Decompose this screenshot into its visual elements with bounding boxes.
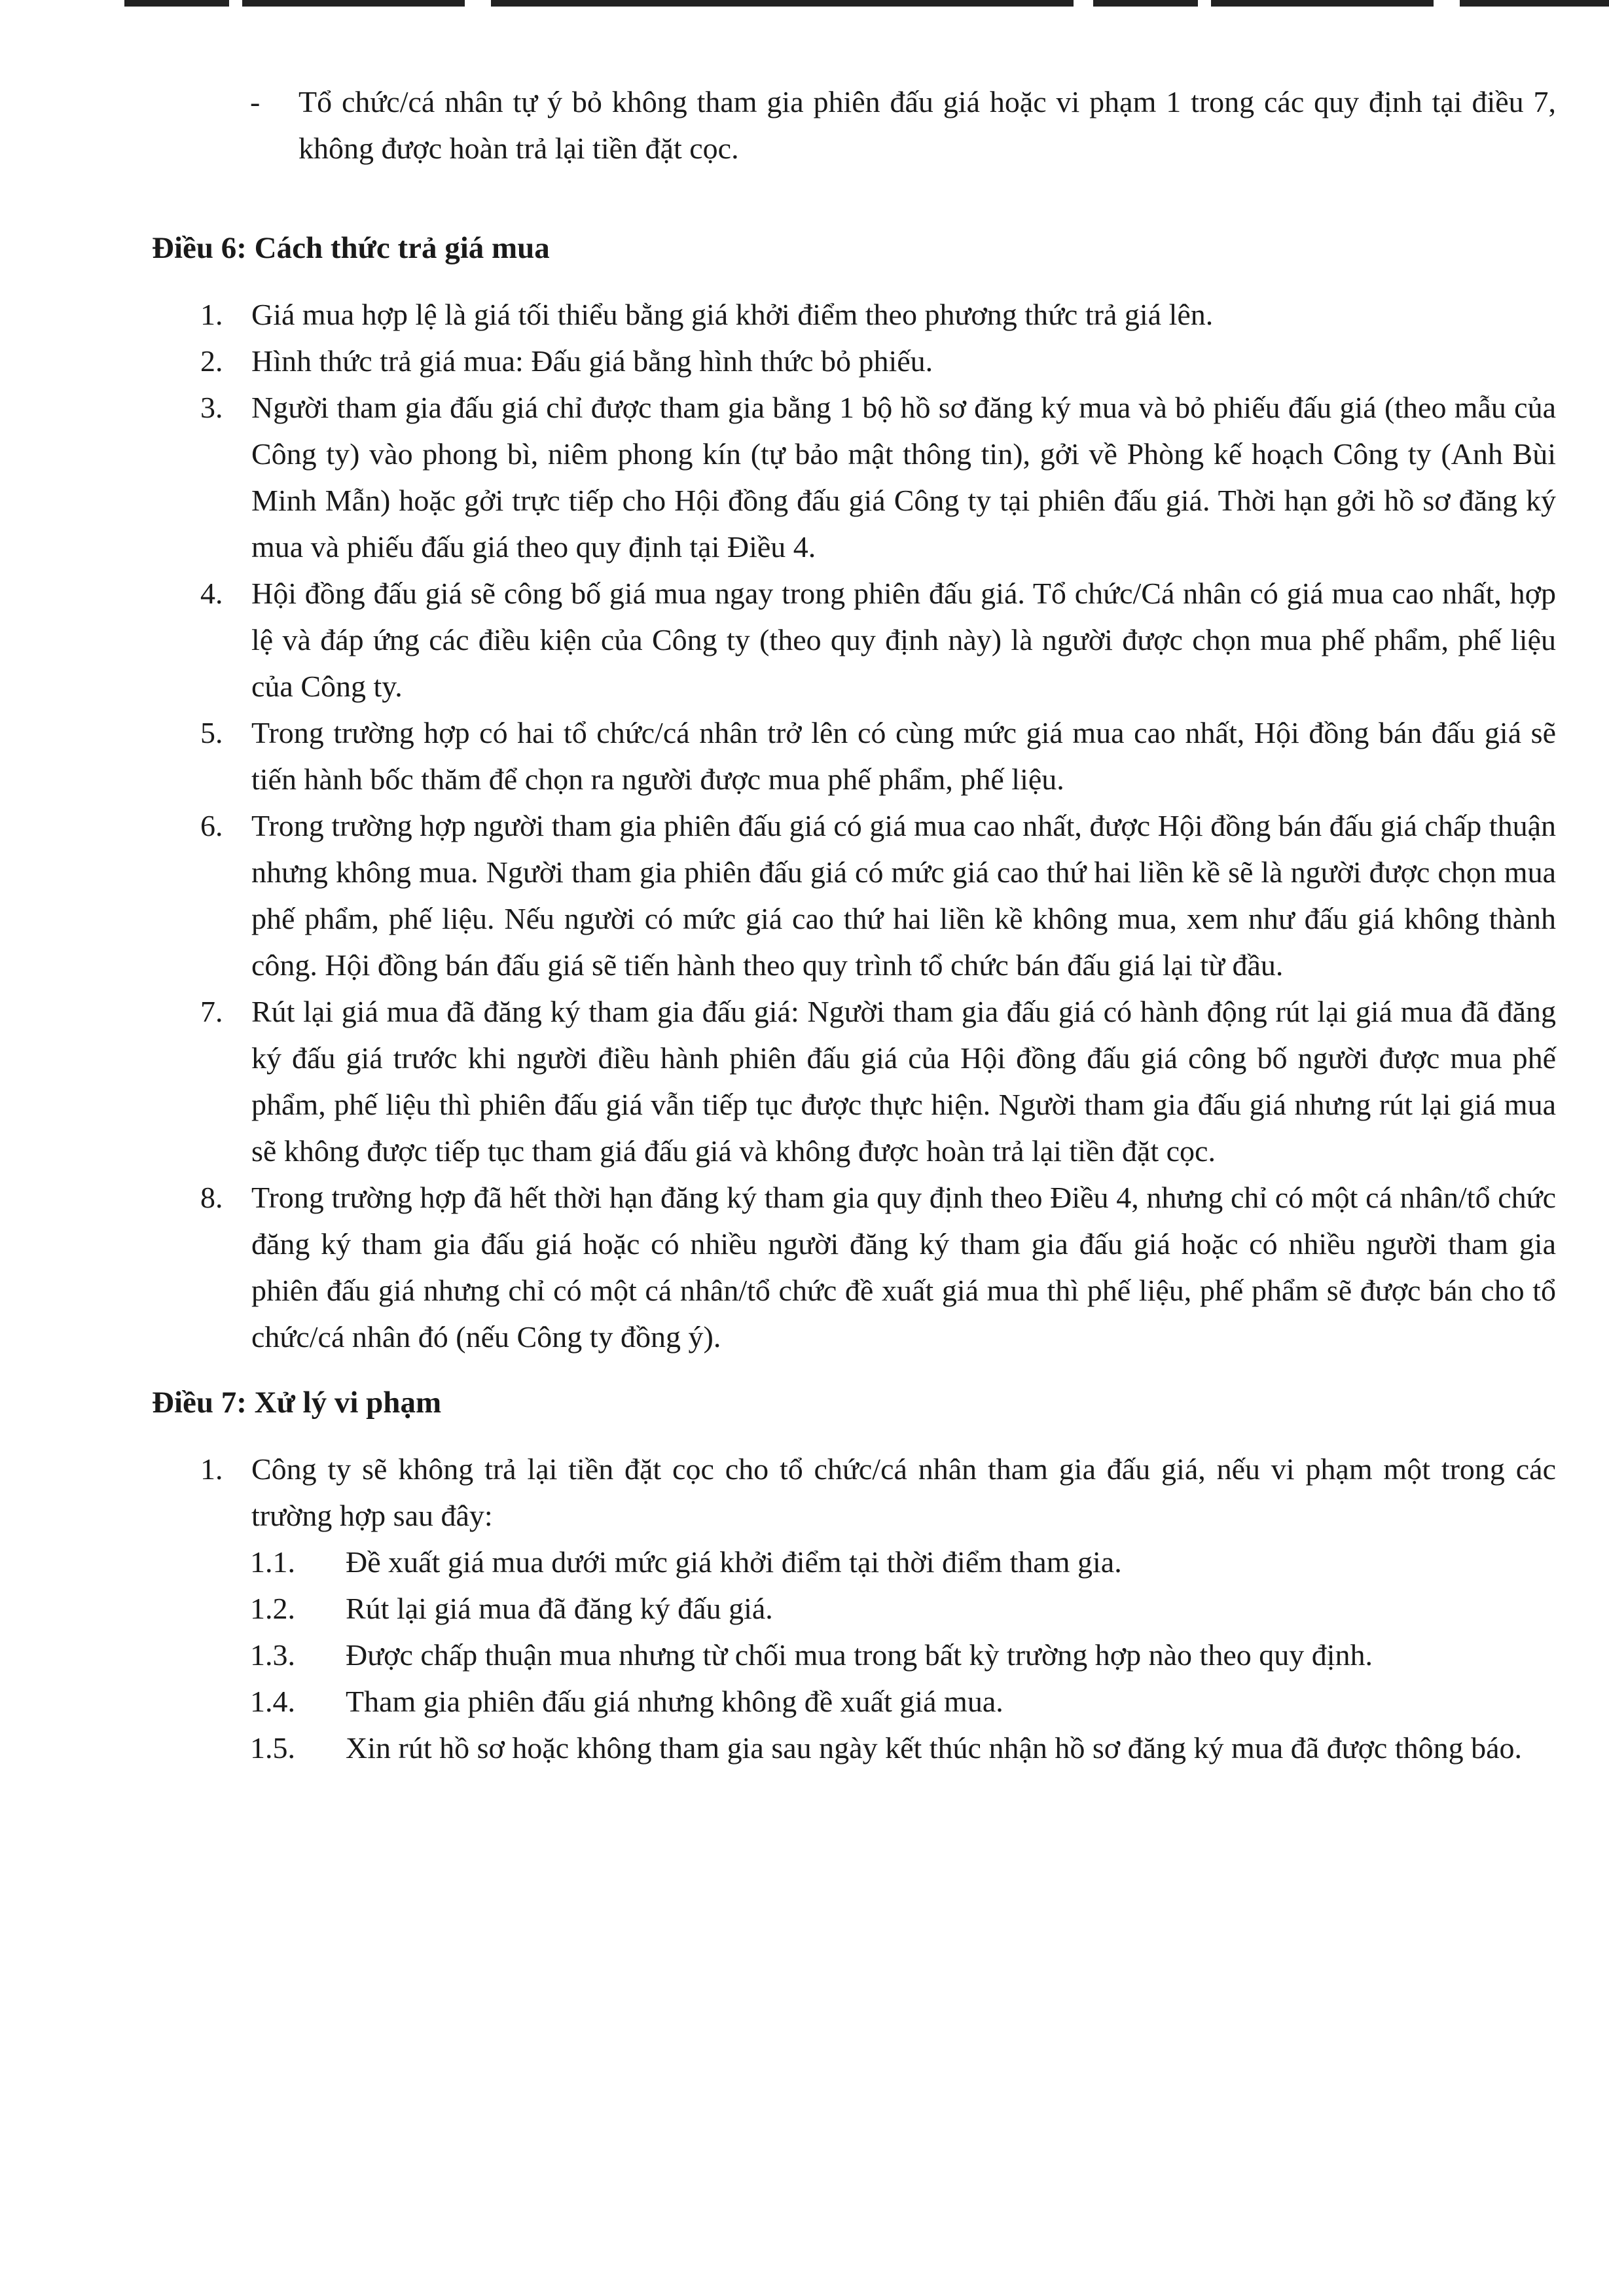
dash-marker: - (250, 85, 261, 118)
subitem-number: 1.5. (250, 1731, 295, 1765)
article-6-item-3 (152, 384, 1556, 570)
article-6-item-6 (152, 802, 1556, 988)
article-6-list (152, 291, 1556, 1360)
item-text: Hình thức trả giá mua: Đấu giá bằng hình thức bỏ phiếu. (251, 344, 933, 378)
item-number: 2. (200, 344, 223, 378)
item-text: Trong trường hợp đã hết thời hạn đăng ký tham gia quy định theo Điều 4, nhưng chỉ có một cá nhân/tổ chức đăng ký tham gia đấu giá hoặc có nhiều người đăng ký tham gia đấu giá hoặc có nhiều người tham gia phiên đấu giá nhưng chỉ có một cá nhân/tổ chức đề xuất giá mua thì phế liệu, phế phẩm sẽ được bán cho tổ chức/cá nhân đó (nếu Công ty đồng ý). (251, 1181, 1556, 1354)
item-number: 1. (200, 1452, 223, 1486)
article-7-item-1 (152, 1446, 1556, 1539)
item-number: 1. (200, 298, 223, 331)
subitem-text: Xin rút hồ sơ hoặc không tham gia sau ngày kết thúc nhận hồ sơ đăng ký mua đã được thông báo. (346, 1731, 1523, 1765)
item-text: Hội đồng đấu giá sẽ công bố giá mua ngay trong phiên đấu giá. Tổ chức/Cá nhân có giá mua cao nhất, hợp lệ và đáp ứng các điều kiện của Công ty (theo quy định này) là người được chọn mua phế phẩm, phế liệu của Công ty. (251, 577, 1556, 703)
item-text: Công ty sẽ không trả lại tiền đặt cọc cho tổ chức/cá nhân tham gia đấu giá, nếu vi phạm một trong các trường hợp sau đây: (251, 1452, 1556, 1532)
document-body (152, 79, 1556, 1771)
article-7-heading: Điều 7: Xử lý vi phạm (152, 1386, 442, 1420)
intro-item-text: Tổ chức/cá nhân tự ý bỏ không tham gia phiên đấu giá hoặc vi phạm 1 trong các quy định tại điều 7, không được hoàn trả lại tiền đặt cọc. (298, 85, 1556, 165)
subitem-number: 1.1. (250, 1545, 295, 1579)
article-6-item-1 (152, 291, 1556, 338)
item-number: 5. (200, 716, 223, 749)
item-number: 4. (200, 577, 223, 610)
article-7-list (152, 1446, 1556, 1539)
item-number: 8. (200, 1181, 223, 1214)
article-7-subitem-1-2 (152, 1585, 1556, 1632)
intro-dash-item (152, 79, 1556, 171)
article-6-item-8 (152, 1174, 1556, 1360)
subitem-number: 1.3. (250, 1638, 295, 1672)
subitem-text: Rút lại giá mua đã đăng ký đấu giá. (346, 1592, 773, 1625)
article-7-subitem-1-4 (152, 1678, 1556, 1725)
top-border-rule (124, 0, 1609, 7)
item-text: Giá mua hợp lệ là giá tối thiểu bằng giá khởi điểm theo phương thức trả giá lên. (251, 298, 1214, 331)
item-text: Trong trường hợp người tham gia phiên đấu giá có giá mua cao nhất, được Hội đồng bán đấu giá chấp thuận nhưng không mua. Người tham gia phiên đấu giá có mức giá cao thứ hai liền kề sẽ là người được chọn mua phế phẩm, phế liệu. Nếu người có mức giá cao thứ hai liền kề không mua, xem như đấu giá không thành công. Hội đồng bán đấu giá sẽ tiến hành theo quy trình tổ chức bán đấu giá lại từ đầu. (251, 809, 1556, 982)
item-number: 7. (200, 995, 223, 1028)
article-6-item-5 (152, 709, 1556, 802)
article-7-subitem-1-3 (152, 1632, 1556, 1678)
subitem-text: Đề xuất giá mua dưới mức giá khởi điểm tại thời điểm tham gia. (346, 1545, 1122, 1579)
item-text: Rút lại giá mua đã đăng ký tham gia đấu giá: Người tham gia đấu giá có hành động rút lại giá mua đã đăng ký đấu giá trước khi người điều hành phiên đấu giá của Hội đồng đấu giá công bố người được mua phế phẩm, phế liệu thì phiên đấu giá vẫn tiếp tục được thực hiện. Người tham gia đấu giá nhưng rút lại giá mua sẽ không được tiếp tục tham giá đấu giá và không được hoàn trả lại tiền đặt cọc. (251, 995, 1556, 1168)
article-7-subitem-1-1 (152, 1539, 1556, 1585)
article-6-item-2 (152, 338, 1556, 384)
article-6-item-7 (152, 988, 1556, 1174)
article-7-sub-list (152, 1539, 1556, 1771)
item-text: Trong trường hợp có hai tổ chức/cá nhân trở lên có cùng mức giá mua cao nhất, Hội đồng bán đấu giá sẽ tiến hành bốc thăm để chọn ra người được mua phế phẩm, phế liệu. (251, 716, 1556, 796)
subitem-number: 1.4. (250, 1685, 295, 1718)
article-6-heading: Điều 6: Cách thức trả giá mua (152, 231, 550, 265)
item-number: 3. (200, 391, 223, 424)
article-6-item-4 (152, 570, 1556, 709)
subitem-text: Được chấp thuận mua nhưng từ chối mua trong bất kỳ trường hợp nào theo quy định. (346, 1638, 1373, 1672)
subitem-number: 1.2. (250, 1592, 295, 1625)
item-number: 6. (200, 809, 223, 842)
subitem-text: Tham gia phiên đấu giá nhưng không đề xuất giá mua. (346, 1685, 1003, 1718)
item-text: Người tham gia đấu giá chỉ được tham gia bằng 1 bộ hồ sơ đăng ký mua và bỏ phiếu đấu giá (theo mẫu của Công ty) vào phong bì, niêm phong kín (tự bảo mật thông tin), gởi về Phòng kế hoạch Công ty (Anh Bùi Minh Mẫn) hoặc gởi trực tiếp cho Hội đồng đấu giá Công ty tại phiên đấu giá. Thời hạn gởi hồ sơ đăng ký mua và phiếu đấu giá theo quy định tại Điều 4. (251, 391, 1556, 564)
article-7-subitem-1-5 (152, 1725, 1556, 1771)
